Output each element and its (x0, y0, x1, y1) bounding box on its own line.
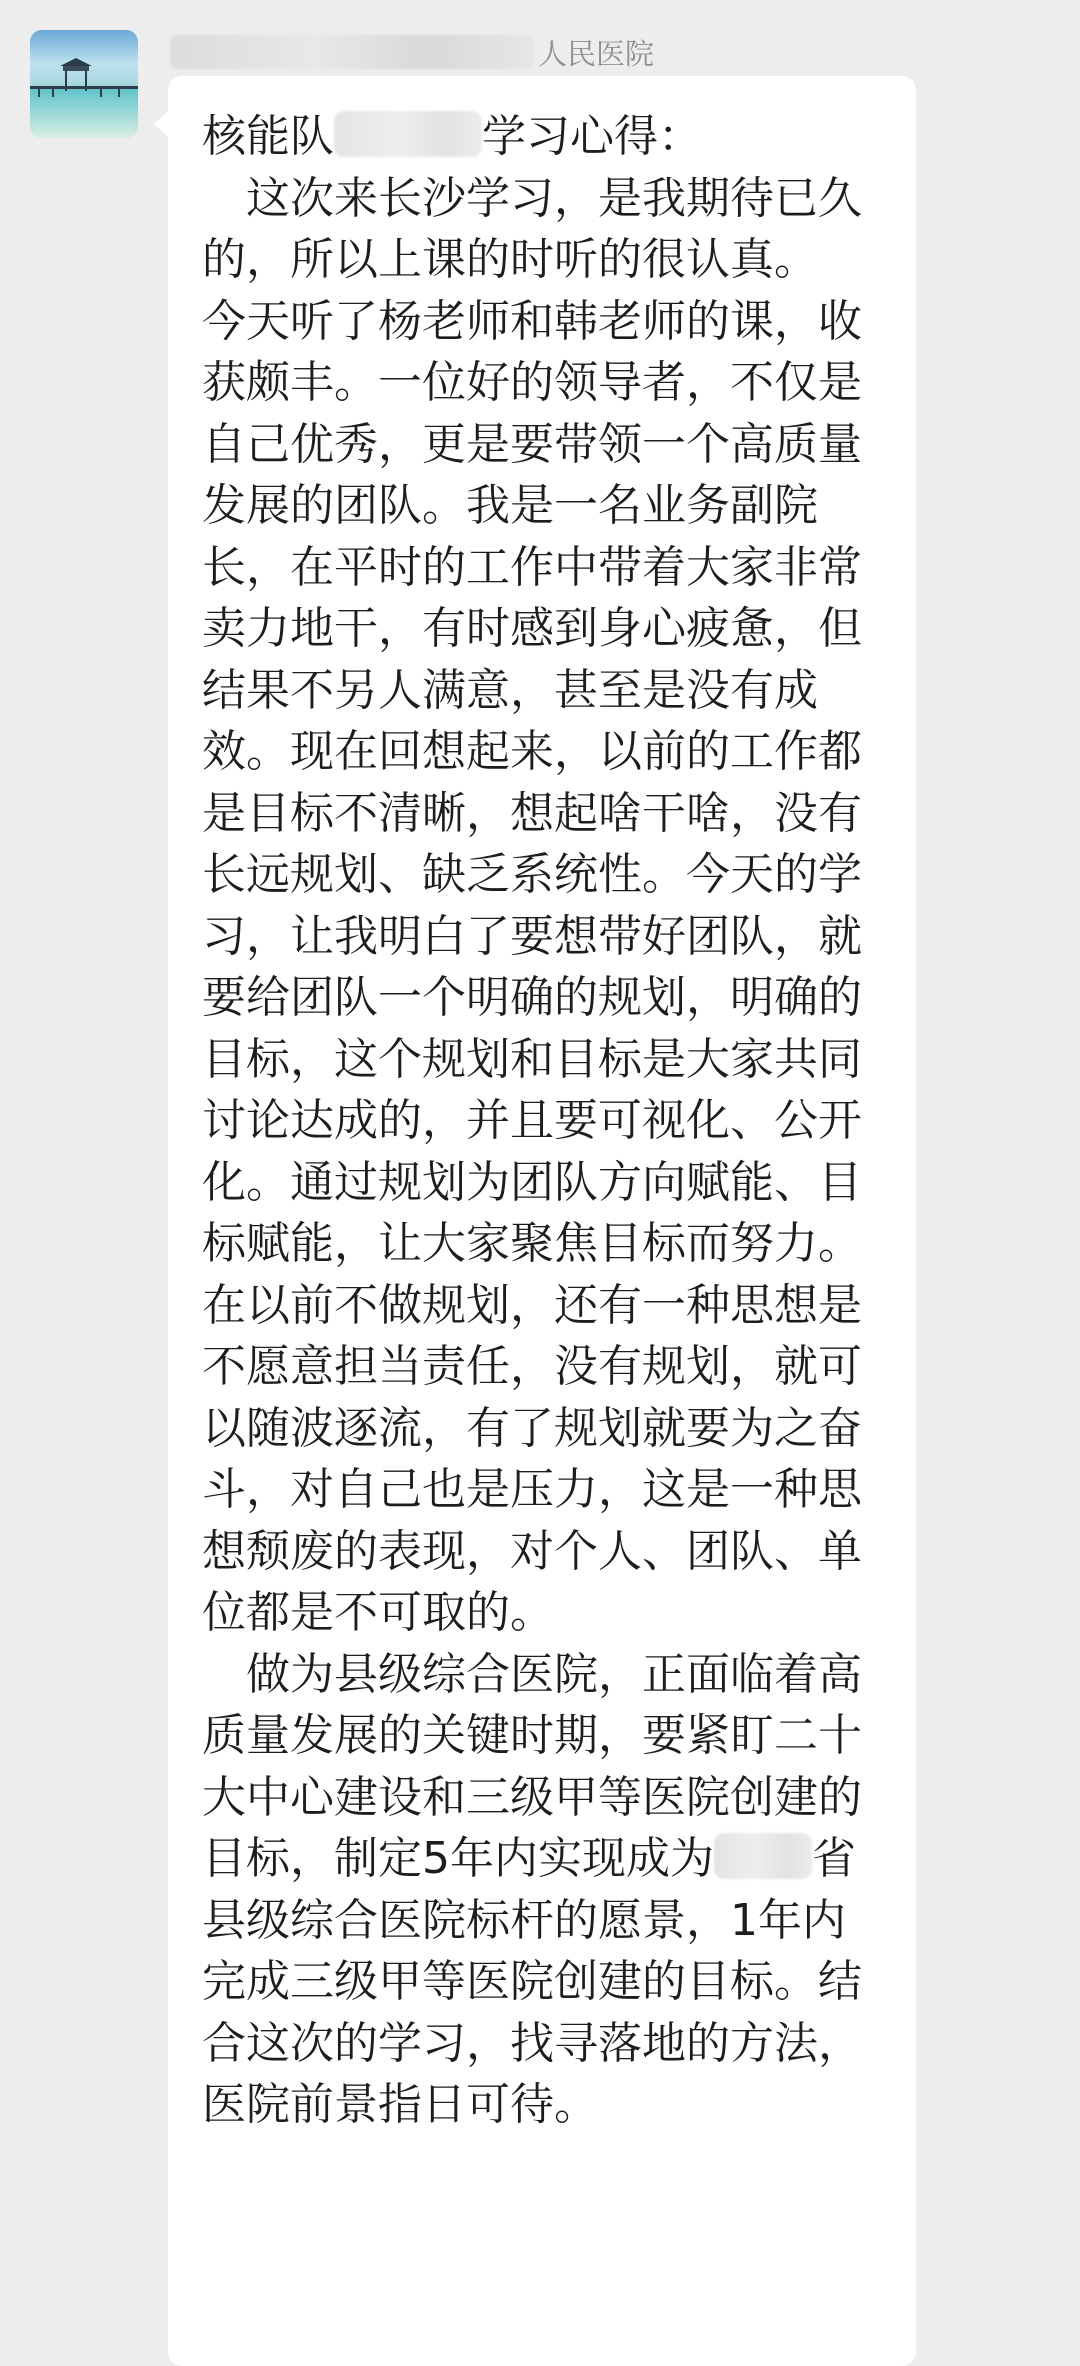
message-line: 的，所以上课的时听的很认真。 (202, 234, 818, 285)
message-line: 不愿意担当责任，没有规划，就可 (202, 1341, 862, 1392)
message-line: 医院前景指日可待。 (202, 2079, 598, 2130)
message-line: 结果不另人满意，甚至是没有成 (202, 664, 818, 716)
message-line: 标赋能，让大家聚焦目标而努力。 (202, 1218, 862, 1269)
redacted-sender-prefix (170, 35, 534, 69)
message-line (202, 1828, 886, 1890)
message-line: 斗，对自己也是压力，这是一种思 (202, 1464, 862, 1515)
message-line: 县级综合医院标杆的愿景，1年内 (202, 1894, 846, 1946)
message-line: 这次来长沙学习，是我期待已久 (202, 172, 862, 224)
redacted-text (334, 111, 482, 157)
message-line: 今天听了杨老师和韩老师的课，收 (202, 295, 862, 347)
message-line: 获颇丰。一位好的领导者，不仅是 (202, 357, 862, 408)
message-line: 想颓废的表现，对个人、团队、单 (202, 1525, 862, 1577)
message-line: 质量发展的关键时期，要紧盯二十 (202, 1710, 862, 1761)
message-line-text: 核能队 (202, 111, 334, 162)
message-line: 在以前不做规划，还有一种思想是 (202, 1279, 862, 1331)
message-line: 自己优秀，更是要带领一个高质量 (202, 418, 862, 470)
bubble-tail (154, 110, 169, 138)
message-line-text: 学习心得： (482, 111, 702, 162)
message-line: 大中心建设和三级甲等医院创建的 (202, 1771, 862, 1823)
sender-name-text: 人民医院 (538, 36, 655, 71)
message-line: 卖力地干，有时感到身心疲惫，但 (202, 603, 862, 654)
message-line: 化。通过规划为团队方向赋能、目 (202, 1156, 862, 1208)
message-line: 以随波逐流，有了规划就要为之奋 (202, 1402, 862, 1454)
sender-name (170, 28, 654, 76)
message-line: 发展的团队。我是一名业务副院 (202, 480, 818, 531)
message-line: 完成三级甲等医院创建的目标。结 (202, 1956, 862, 2007)
message-line: 做为县级综合医院，正面临着高 (202, 1648, 862, 1700)
message-line: 讨论达成的，并且要可视化、公开 (202, 1095, 862, 1146)
message-line: 是目标不清晰，想起啥干啥，没有 (202, 787, 862, 839)
message-line: 长，在平时的工作中带着大家非常 (202, 541, 862, 593)
message-line-text: 目标，制定5年内实现成为 (202, 1833, 714, 1884)
message-line: 位都是不可取的。 (202, 1587, 554, 1638)
message-line: 合这次的学习，找寻落地的方法， (202, 2017, 862, 2069)
message-line: 长远规划、缺乏系统性。今天的学 (202, 849, 862, 900)
message-line: 效。现在回想起来，以前的工作都 (202, 726, 862, 777)
avatar[interactable] (30, 30, 138, 138)
message-line-text: 省 (812, 1833, 856, 1884)
message-line (202, 106, 886, 168)
message-bubble[interactable] (168, 76, 916, 2366)
avatar-pier-photo (30, 30, 138, 138)
message-line: 习，让我明白了要想带好团队，就 (202, 910, 862, 962)
message-line: 目标，这个规划和目标是大家共同 (202, 1033, 862, 1085)
redacted-text (714, 1833, 812, 1879)
message-line: 要给团队一个明确的规划，明确的 (202, 972, 862, 1023)
message-text (202, 106, 886, 2136)
